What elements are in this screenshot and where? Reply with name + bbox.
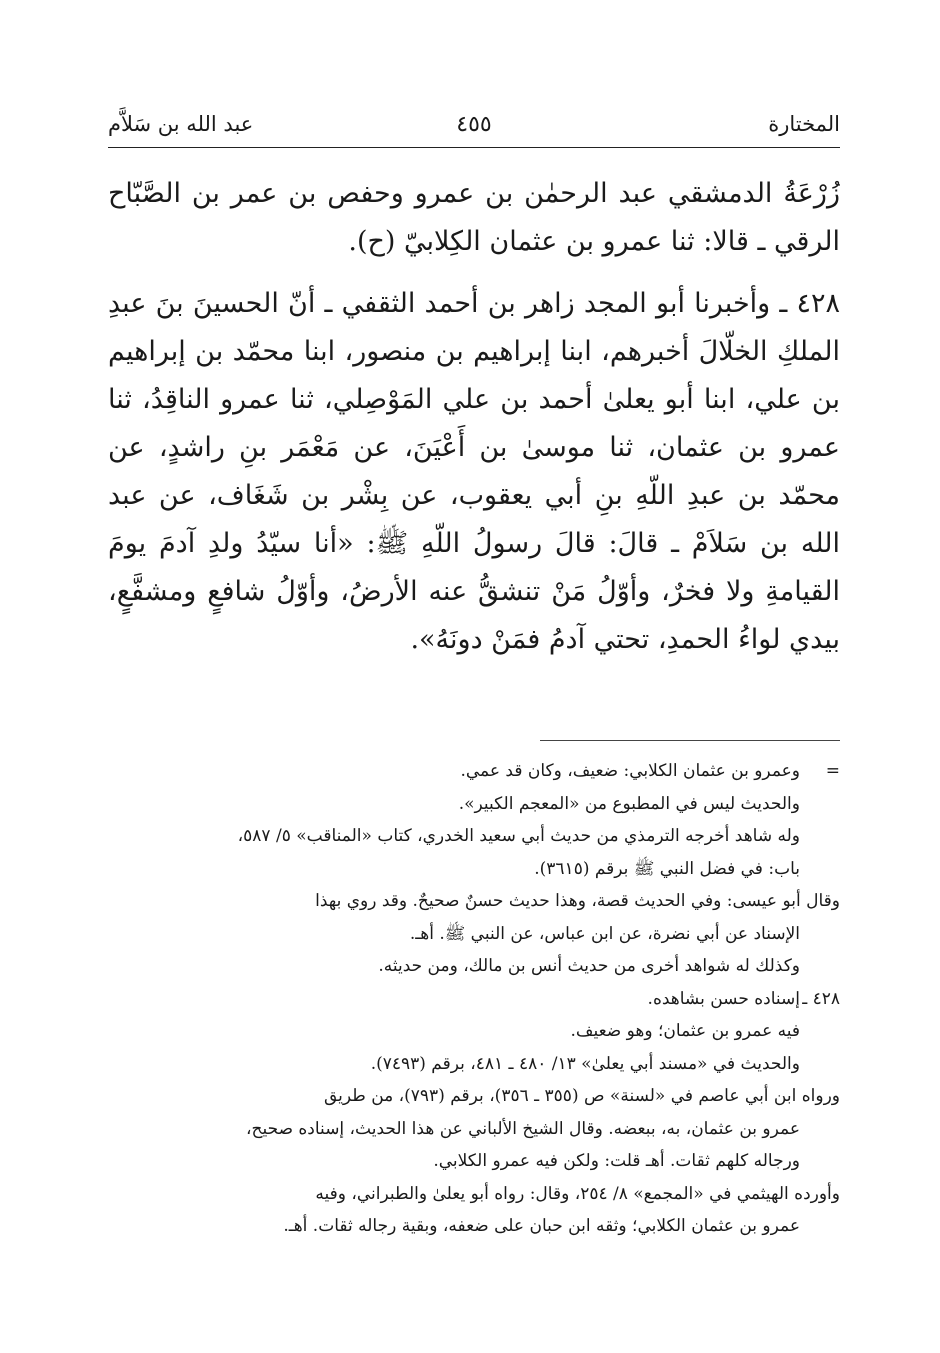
footnote-line: وعمرو بن عثمان الكلابي: ضعيف، وكان قد عمي. bbox=[460, 761, 800, 781]
page-header bbox=[108, 112, 840, 146]
footnotes bbox=[108, 755, 840, 1243]
footnote-number: ٤٢٨ ـ bbox=[802, 988, 840, 1009]
footnote-line: وله شاهد أخرجه الترمذي من حديث أبي سعيد الخدري، كتاب «المناقب» ٥/ ٥٨٧، bbox=[237, 826, 800, 846]
footnote-line: عمرو بن عثمان الكلابي؛ وثقه ابن حبان على ضعفه، وبقية رجاله ثقات. أهـ. bbox=[283, 1216, 800, 1236]
chapter-title: عبد الله بن سَلاَّم bbox=[108, 112, 254, 136]
footnote-divider bbox=[540, 740, 840, 741]
footnote-line: والحديث ليس في المطبوع من «المعجم الكبير». bbox=[458, 793, 800, 814]
footnote-line: فيه عمرو بن عثمان؛ وهو ضعيف. bbox=[570, 1021, 800, 1041]
paragraph-hadith-428: ٤٢٨ ـ وأخبرنا أبو المجد زاهر بن أحمد الثقفي ـ أنّ الحسينَ بنَ عبدِ الملكِ الخلّالَ أخبرهم، ابنا إبراهيم بن منصور، ابنا محمّد بن إبراهيم بن علي، ابنا أبو يعلىٰ أحمد بن علي المَوْصِلي، ثنا عمرو الناقِدُ، ثنا عمرو بن عثمان، ثنا موسىٰ بن أَعْيَنَ، عن مَعْمَر بنِ راشدٍ، عن محمّد بن عبدِ اللّهِ بنِ أبي يعقوب، عن بِشْر بن شَغَاف، عن عبد الله بن سَلاَمْ ـ قالَ: قالَ رسولُ اللّهِ ﷺ: «أنا سيّدُ ولدِ آدمَ يومَ القيامةِ ولا فخرٌ، وأوّلُ مَنْ تنشقُّ عنه الأرضُ، وأوّلُ شافعٍ ومشفَّعٍ، بيدي لواءُ الحمدِ، تحتي آدمُ فمَنْ دونَهُ». bbox=[108, 288, 840, 655]
footnote-line: ورواه ابن أبي عاصم في «لسنة» ص (٣٥٥ ـ ٣٥٦)، برقم (٧٩٣)، من طريق bbox=[324, 1086, 840, 1106]
footnote-line: والحديث في «مسند أبي يعلىٰ» ١٣/ ٤٨٠ ـ ٤٨١، برقم (٧٤٩٣). bbox=[370, 1053, 800, 1074]
page-number: ٤٥٥ bbox=[456, 112, 492, 137]
footnote-line: ورجاله كلهم ثقات. أهـ قلت: ولكن فيه عمرو الكلابي. bbox=[433, 1151, 800, 1171]
footnote-continuation bbox=[108, 755, 840, 983]
footnote-line: وقال أبو عيسى: وفي الحديث قصة، وهذا حديث حسنٌ صحيحٌ. وقد روي بهذا bbox=[315, 891, 840, 911]
footnote-line: عمرو بن عثمان، به، ببعضه. وقال الشيخ الألباني عن هذا الحديث، إسناده صحيح، bbox=[246, 1118, 800, 1139]
footnote-line: باب: في فضل النبي ﷺ برقم (٣٦١٥). bbox=[534, 858, 800, 879]
continuation-marker: = bbox=[825, 761, 840, 781]
footnote-line: وكذلك له شواهد أخرى من حديث أنس بن مالك، ومن حديثه. bbox=[378, 956, 800, 976]
footnote-line: الإسناد عن أبي نضرة، عن ابن عباس، عن النبي ﷺ. أهـ. bbox=[409, 923, 800, 944]
book-title: المختارة bbox=[768, 112, 840, 136]
footnote-428 bbox=[108, 983, 840, 1243]
header-divider bbox=[108, 147, 840, 148]
paragraph-continuation: زُرْعَةُ الدمشقي عبد الرحمٰن بن عمرو وحفص بن عمر بن الصَّبّاح الرقي ـ قالا: ثنا عمرو بن عثمان الكِلابيّ (ح). bbox=[108, 178, 840, 257]
footnote-line: وأورده الهيثمي في «المجمع» ٨/ ٢٥٤، وقال: رواه أبو يعلىٰ والطبراني، وفيه bbox=[315, 1183, 840, 1204]
main-text bbox=[108, 170, 840, 664]
footnote-line: إسناده حسن بشاهده. bbox=[647, 988, 800, 1009]
